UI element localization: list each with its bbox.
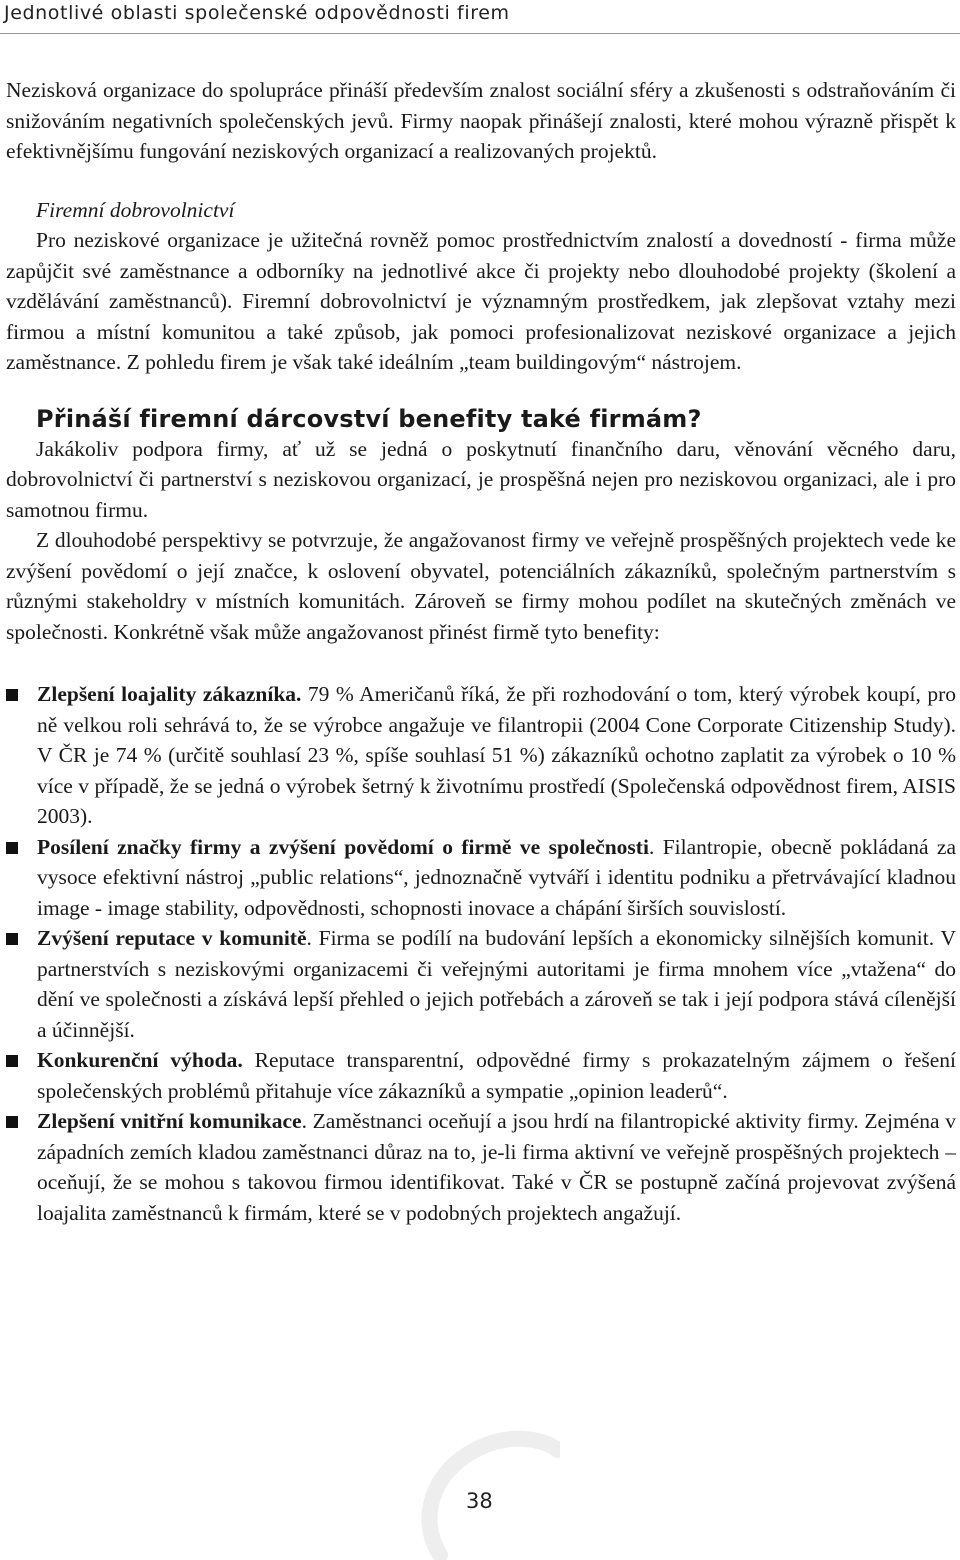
volunteering-paragraph: Pro neziskové organizace je užitečná rovněž pomoc prostřednictvím znalostí a dovedností - firma může zapůjčit své zaměstnance a odborníky na jednotlivé akce či projekty nebo dlouhodobé projekty (školení a vzdělávání zaměstnanců). Firemní dobrovolnictví je významným prostředkem, jak zlepšovat vztahy mezi firmou a místní komunitou a také způsob, jak pomoci profesionalizovat neziskové organizace a jejich zaměstnance. Z pohledu firem je však také ideálním „team buildingovým“ nástrojem. [6,228,956,374]
square-bullet-icon [6,1116,18,1128]
running-head-title: Jednotlivé oblasti společenské odpovědnosti firem [4,2,510,24]
intro-paragraph: Nezisková organizace do spolupráce přináší především znalost sociální sféry a zkušenosti s odstraňováním či snižováním negativních společenských jevů. Firmy naopak přinášejí znalosti, které mohou výrazně přispět k efektivnějšímu fungování neziskových organizací a realizovaných projektů. [6,78,956,163]
benefit-title: Zlepšení loajality zákazníka. [37,682,302,706]
benefit-text: . Filantropie, obecně pokládaná za vysoce efektivní nástroj „public relations“, jednoznačně vytváří i identitu podniku a přetrvávající kladnou image - image stability, odpovědnosti, schopnosti inovace a chápání širších souvislostí. [37,834,956,920]
benefit-title: Posílení značky firmy a zvýšení povědomí o firmě ve společnosti [37,834,649,859]
benefit-item [6,1106,956,1228]
section-heading: Přináší firemní dárcovství benefity také firmám? [36,404,702,433]
benefit-title: Zvýšení reputace v komunitě [37,926,307,950]
benefit-text: . Zaměstnanci oceňují a jsou hrdí na filantropické aktivity firmy. Zejména v západních zemích kladou zaměstnanci důraz na to, je-li firma aktivní ve veřejně prospěšných projektech – oceňují, že se mohou s takovou firmou identifikovat. Také v ČR se postupně začíná projevovat zvýšená loajalita zaměstnanců k firmám, které se v podobných projektech angažují. [37,1109,956,1225]
benefit-item [6,679,956,832]
benefits-list [6,679,956,1228]
benefit-text: Reputace transparentní, odpovědné firmy s prokazatelným zájmem o řešení společenských problémů přitahuje více zákazníků a sympatie „opinion leaderů“. [37,1048,957,1103]
benefits-paragraph-2: Z dlouhodobé perspektivy se potvrzuje, že angažovanost firmy ve veřejně prospěšných projektech vede ke zvýšení povědomí o její značce, k oslovení obyvatel, potenciálních zákazníků, společným partnerstvím s různými stakeholdry v místních komunitách. Zároveň se firmy mohou podílet na skutečných změnách ve společnosti. Konkrétně však může angažovanost přinést firmě tyto benefity: [6,528,956,644]
benefit-item [6,832,956,924]
benefit-item [6,1045,956,1106]
square-bullet-icon [6,689,18,701]
page-body [6,75,956,1228]
benefit-title: Konkurenční výhoda. [37,1048,243,1072]
square-bullet-icon [6,1055,18,1067]
benefit-text: 79 % Američanů říká, že při rozhodování o tom, který výrobek koupí, pro ně velkou roli sehrává to, že se výrobce angažuje ve filantropii (2004 Cone Corporate Citizenship Study). V ČR je 74 % (určitě souhlasí 23 %, spíše souhlasí 51 %) zákazníků ochotno zaplatit za výrobek o 10 % více v případě, že se jedná o výrobek šetrný k životnímu prostředí (Společenská odpovědnost firem, AISIS 2003). [37,682,956,828]
benefit-text: . Firma se podílí na budování lepších a ekonomicky silnějších komunit. V partnerstvích s neziskovými organizacemi či veřejnými autoritami je firma mnohem více „vtažena“ do dění ve společnosti a získává lepší přehled o jejich potřebách a zároveň se tak i její podpora stává cílenější a účinnější. [37,926,956,1042]
square-bullet-icon [6,842,18,854]
header-divider [0,33,960,34]
subheading-volunteering: Firemní dobrovolnictví [36,197,235,222]
square-bullet-icon [6,933,18,945]
benefit-title: Zlepšení vnitřní komunikace [37,1109,302,1133]
benefits-paragraph-1: Jakákoliv podpora firmy, ať už se jedná o poskytnutí finančního daru, věnování věcného daru, dobrovolnictví či partnerství s neziskovou organizací, je prospěšná nejen pro neziskovou organizaci, ale i pro samotnou firmu. [6,436,956,522]
benefit-item [6,923,956,1045]
page-number: 38 [466,1489,493,1513]
